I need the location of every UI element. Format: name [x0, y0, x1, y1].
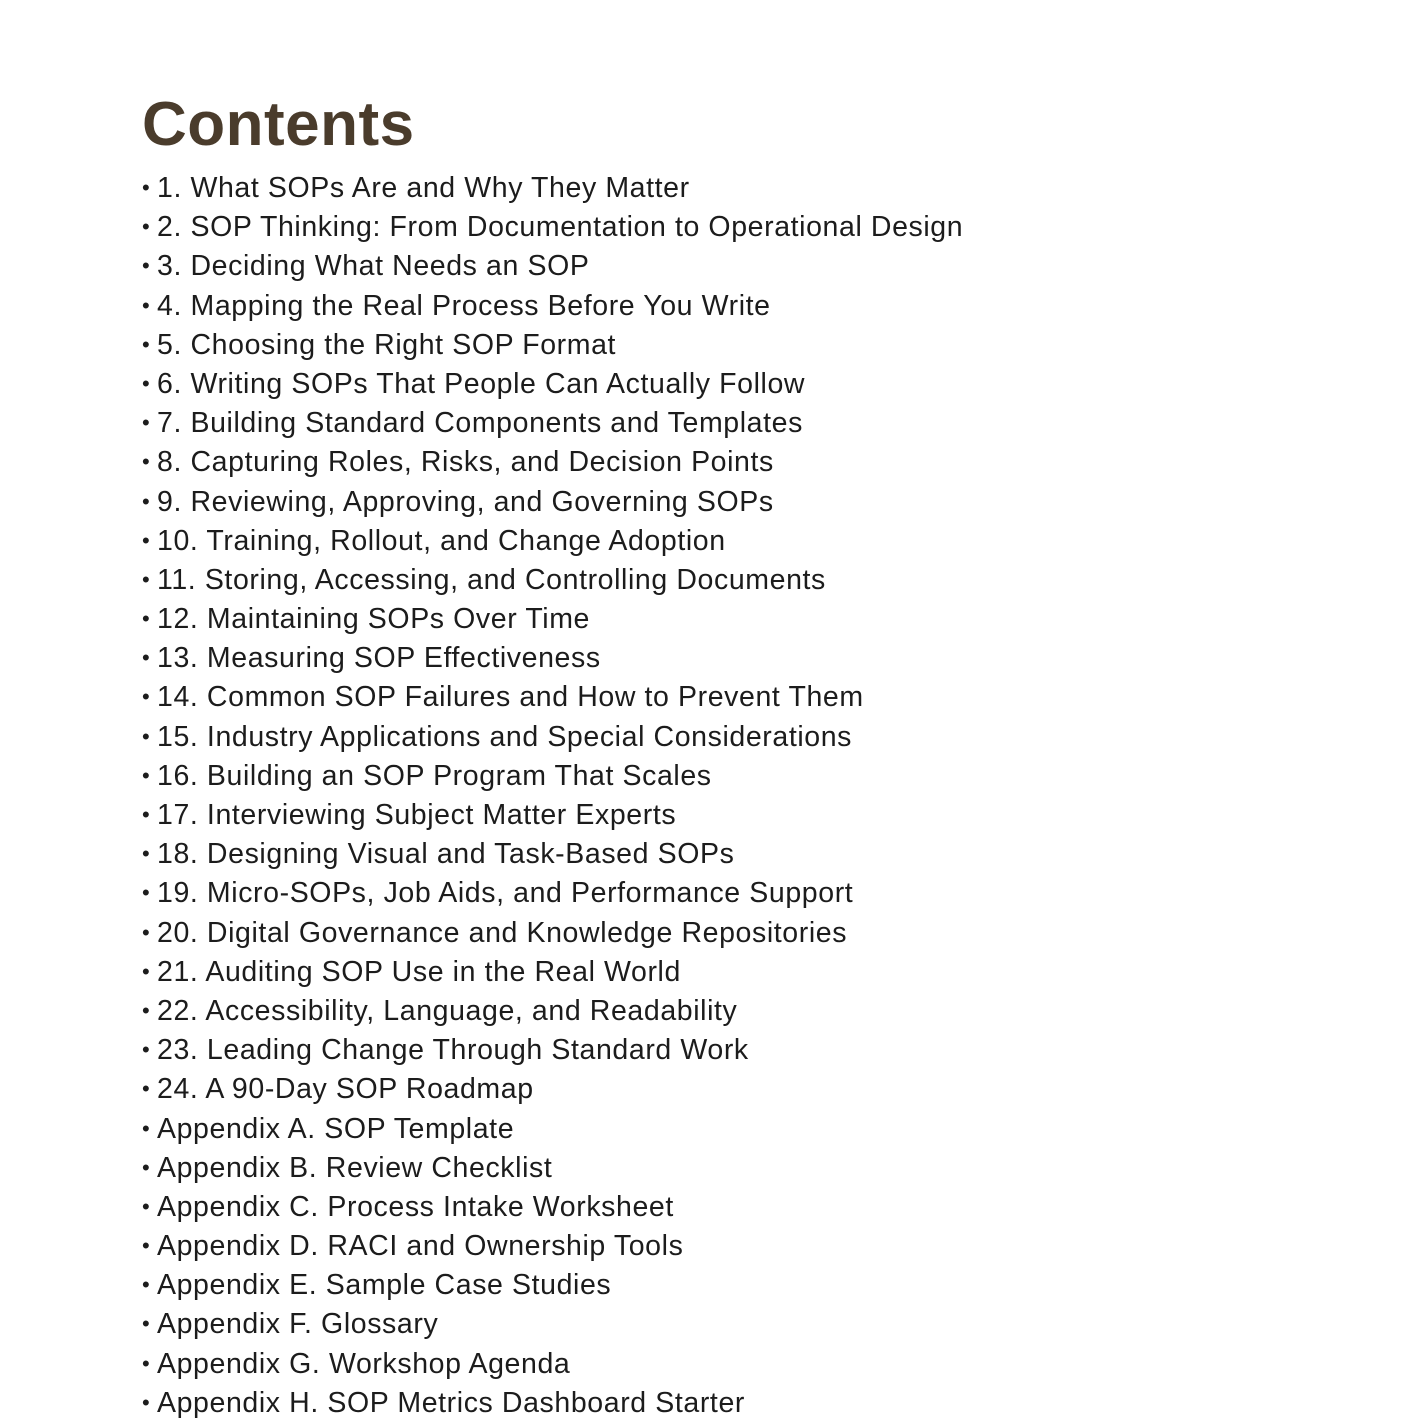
bullet-icon: • [142, 606, 151, 632]
bullet-icon: • [142, 1272, 151, 1298]
toc-entry-label: 7. Building Standard Components and Templates [157, 407, 803, 440]
toc-entry[interactable] [142, 364, 1342, 403]
toc-entry[interactable] [142, 325, 1342, 364]
toc-entry-label: Appendix C. Process Intake Worksheet [157, 1190, 674, 1223]
toc-entry[interactable] [142, 1069, 1342, 1108]
toc-entry[interactable] [142, 795, 1342, 834]
toc-entry[interactable] [142, 403, 1342, 442]
toc-entry-label: 13. Measuring SOP Effectiveness [157, 642, 601, 675]
bullet-icon: • [142, 997, 151, 1023]
bullet-icon: • [142, 253, 151, 279]
toc-entry-label: 10. Training, Rollout, and Change Adoption [157, 524, 726, 557]
toc-entry[interactable] [142, 991, 1342, 1030]
toc-entry[interactable] [142, 873, 1342, 912]
toc-entry[interactable] [142, 442, 1342, 481]
toc-entry[interactable] [142, 1304, 1342, 1343]
toc-entry-label: Appendix D. RACI and Ownership Tools [157, 1230, 684, 1263]
toc-entry-label: 18. Designing Visual and Task-Based SOPs [157, 838, 735, 871]
toc-entry-label: 6. Writing SOPs That People Can Actually Follow [157, 367, 806, 400]
toc-entry-label: 5. Choosing the Right SOP Format [157, 328, 617, 361]
bullet-icon: • [142, 292, 151, 318]
toc-entry[interactable] [142, 286, 1342, 325]
bullet-icon: • [142, 1389, 151, 1415]
bullet-icon: • [142, 1350, 151, 1376]
bullet-icon: • [142, 919, 151, 945]
bullet-icon: • [142, 1233, 151, 1259]
bullet-icon: • [142, 1115, 151, 1141]
toc-entry[interactable] [142, 482, 1342, 521]
toc-entry[interactable] [142, 756, 1342, 795]
bullet-icon: • [142, 449, 151, 475]
toc-entry[interactable] [142, 246, 1342, 285]
toc-entry[interactable] [142, 1109, 1342, 1148]
toc-entry-label: 21. Auditing SOP Use in the Real World [157, 955, 681, 988]
toc-entry-label: 12. Maintaining SOPs Over Time [157, 603, 591, 636]
bullet-icon: • [142, 841, 151, 867]
toc-entry-label: 15. Industry Applications and Special Considerations [157, 720, 853, 753]
toc-entry-label: 3. Deciding What Needs an SOP [157, 250, 590, 283]
bullet-icon: • [142, 802, 151, 827]
toc-entry-label: 24. A 90-Day SOP Roadmap [157, 1073, 534, 1106]
table-of-contents [142, 168, 1342, 1422]
bullet-icon: • [142, 762, 151, 788]
toc-entry-label: 14. Common SOP Failures and How to Prevent Them [157, 681, 864, 714]
toc-entry-label: Appendix F. Glossary [157, 1308, 439, 1341]
toc-entry[interactable] [142, 207, 1342, 246]
toc-entry[interactable] [142, 521, 1342, 560]
bullet-icon: • [142, 1076, 151, 1102]
bullet-icon: • [142, 527, 151, 553]
bullet-icon: • [142, 1193, 151, 1219]
toc-entry-label: Appendix A. SOP Template [157, 1112, 515, 1145]
toc-entry[interactable] [142, 560, 1342, 599]
toc-entry-label: Appendix B. Review Checklist [157, 1151, 553, 1184]
bullet-icon: • [142, 1037, 151, 1063]
bullet-icon: • [142, 175, 151, 200]
toc-entry-label: 8. Capturing Roles, Risks, and Decision Points [157, 446, 774, 479]
toc-entry[interactable] [142, 1030, 1342, 1069]
toc-entry[interactable] [142, 717, 1342, 756]
toc-entry[interactable] [142, 1344, 1342, 1383]
contents-page [142, 86, 1342, 1422]
toc-entry-label: Appendix E. Sample Case Studies [157, 1269, 612, 1302]
toc-entry[interactable] [142, 913, 1342, 952]
bullet-icon: • [142, 723, 151, 749]
bullet-icon: • [142, 410, 151, 436]
toc-entry-label: 17. Interviewing Subject Matter Experts [157, 799, 677, 831]
bullet-icon: • [142, 958, 151, 984]
toc-entry-label: 16. Building an SOP Program That Scales [157, 759, 712, 792]
bullet-icon: • [142, 370, 151, 396]
bullet-icon: • [142, 566, 151, 592]
toc-entry-label: 2. SOP Thinking: From Documentation to Operational Design [157, 211, 964, 244]
toc-entry[interactable] [142, 599, 1342, 638]
toc-entry[interactable] [142, 1383, 1342, 1422]
toc-entry[interactable] [142, 168, 1342, 207]
toc-entry-label: 22. Accessibility, Language, and Readability [157, 994, 738, 1027]
toc-entry-label: 19. Micro-SOPs, Job Aids, and Performance Support [157, 877, 854, 910]
toc-entry[interactable] [142, 638, 1342, 677]
toc-entry-label: 1. What SOPs Are and Why They Matter [157, 172, 690, 204]
toc-entry[interactable] [142, 834, 1342, 873]
toc-entry[interactable] [142, 1226, 1342, 1265]
bullet-icon: • [142, 880, 151, 906]
toc-entry-label: 23. Leading Change Through Standard Work [157, 1034, 749, 1067]
bullet-icon: • [142, 488, 151, 514]
toc-entry[interactable] [142, 952, 1342, 991]
page-title: Contents [142, 90, 415, 159]
toc-entry[interactable] [142, 1265, 1342, 1304]
toc-entry-label: 11. Storing, Accessing, and Controlling Documents [157, 563, 826, 596]
toc-entry-label: 20. Digital Governance and Knowledge Repositories [157, 916, 848, 949]
toc-entry[interactable] [142, 677, 1342, 716]
bullet-icon: • [142, 1154, 151, 1180]
toc-entry[interactable] [142, 1148, 1342, 1187]
bullet-icon: • [142, 214, 151, 240]
bullet-icon: • [142, 331, 151, 357]
toc-entry-label: Appendix G. Workshop Agenda [157, 1347, 571, 1380]
bullet-icon: • [142, 1311, 151, 1337]
toc-entry[interactable] [142, 1187, 1342, 1226]
bullet-icon: • [142, 645, 151, 671]
bullet-icon: • [142, 684, 151, 710]
toc-entry-label: 9. Reviewing, Approving, and Governing SOPs [157, 485, 774, 518]
toc-entry-label: Appendix H. SOP Metrics Dashboard Starter [157, 1386, 745, 1419]
toc-entry-label: 4. Mapping the Real Process Before You Write [157, 289, 771, 322]
